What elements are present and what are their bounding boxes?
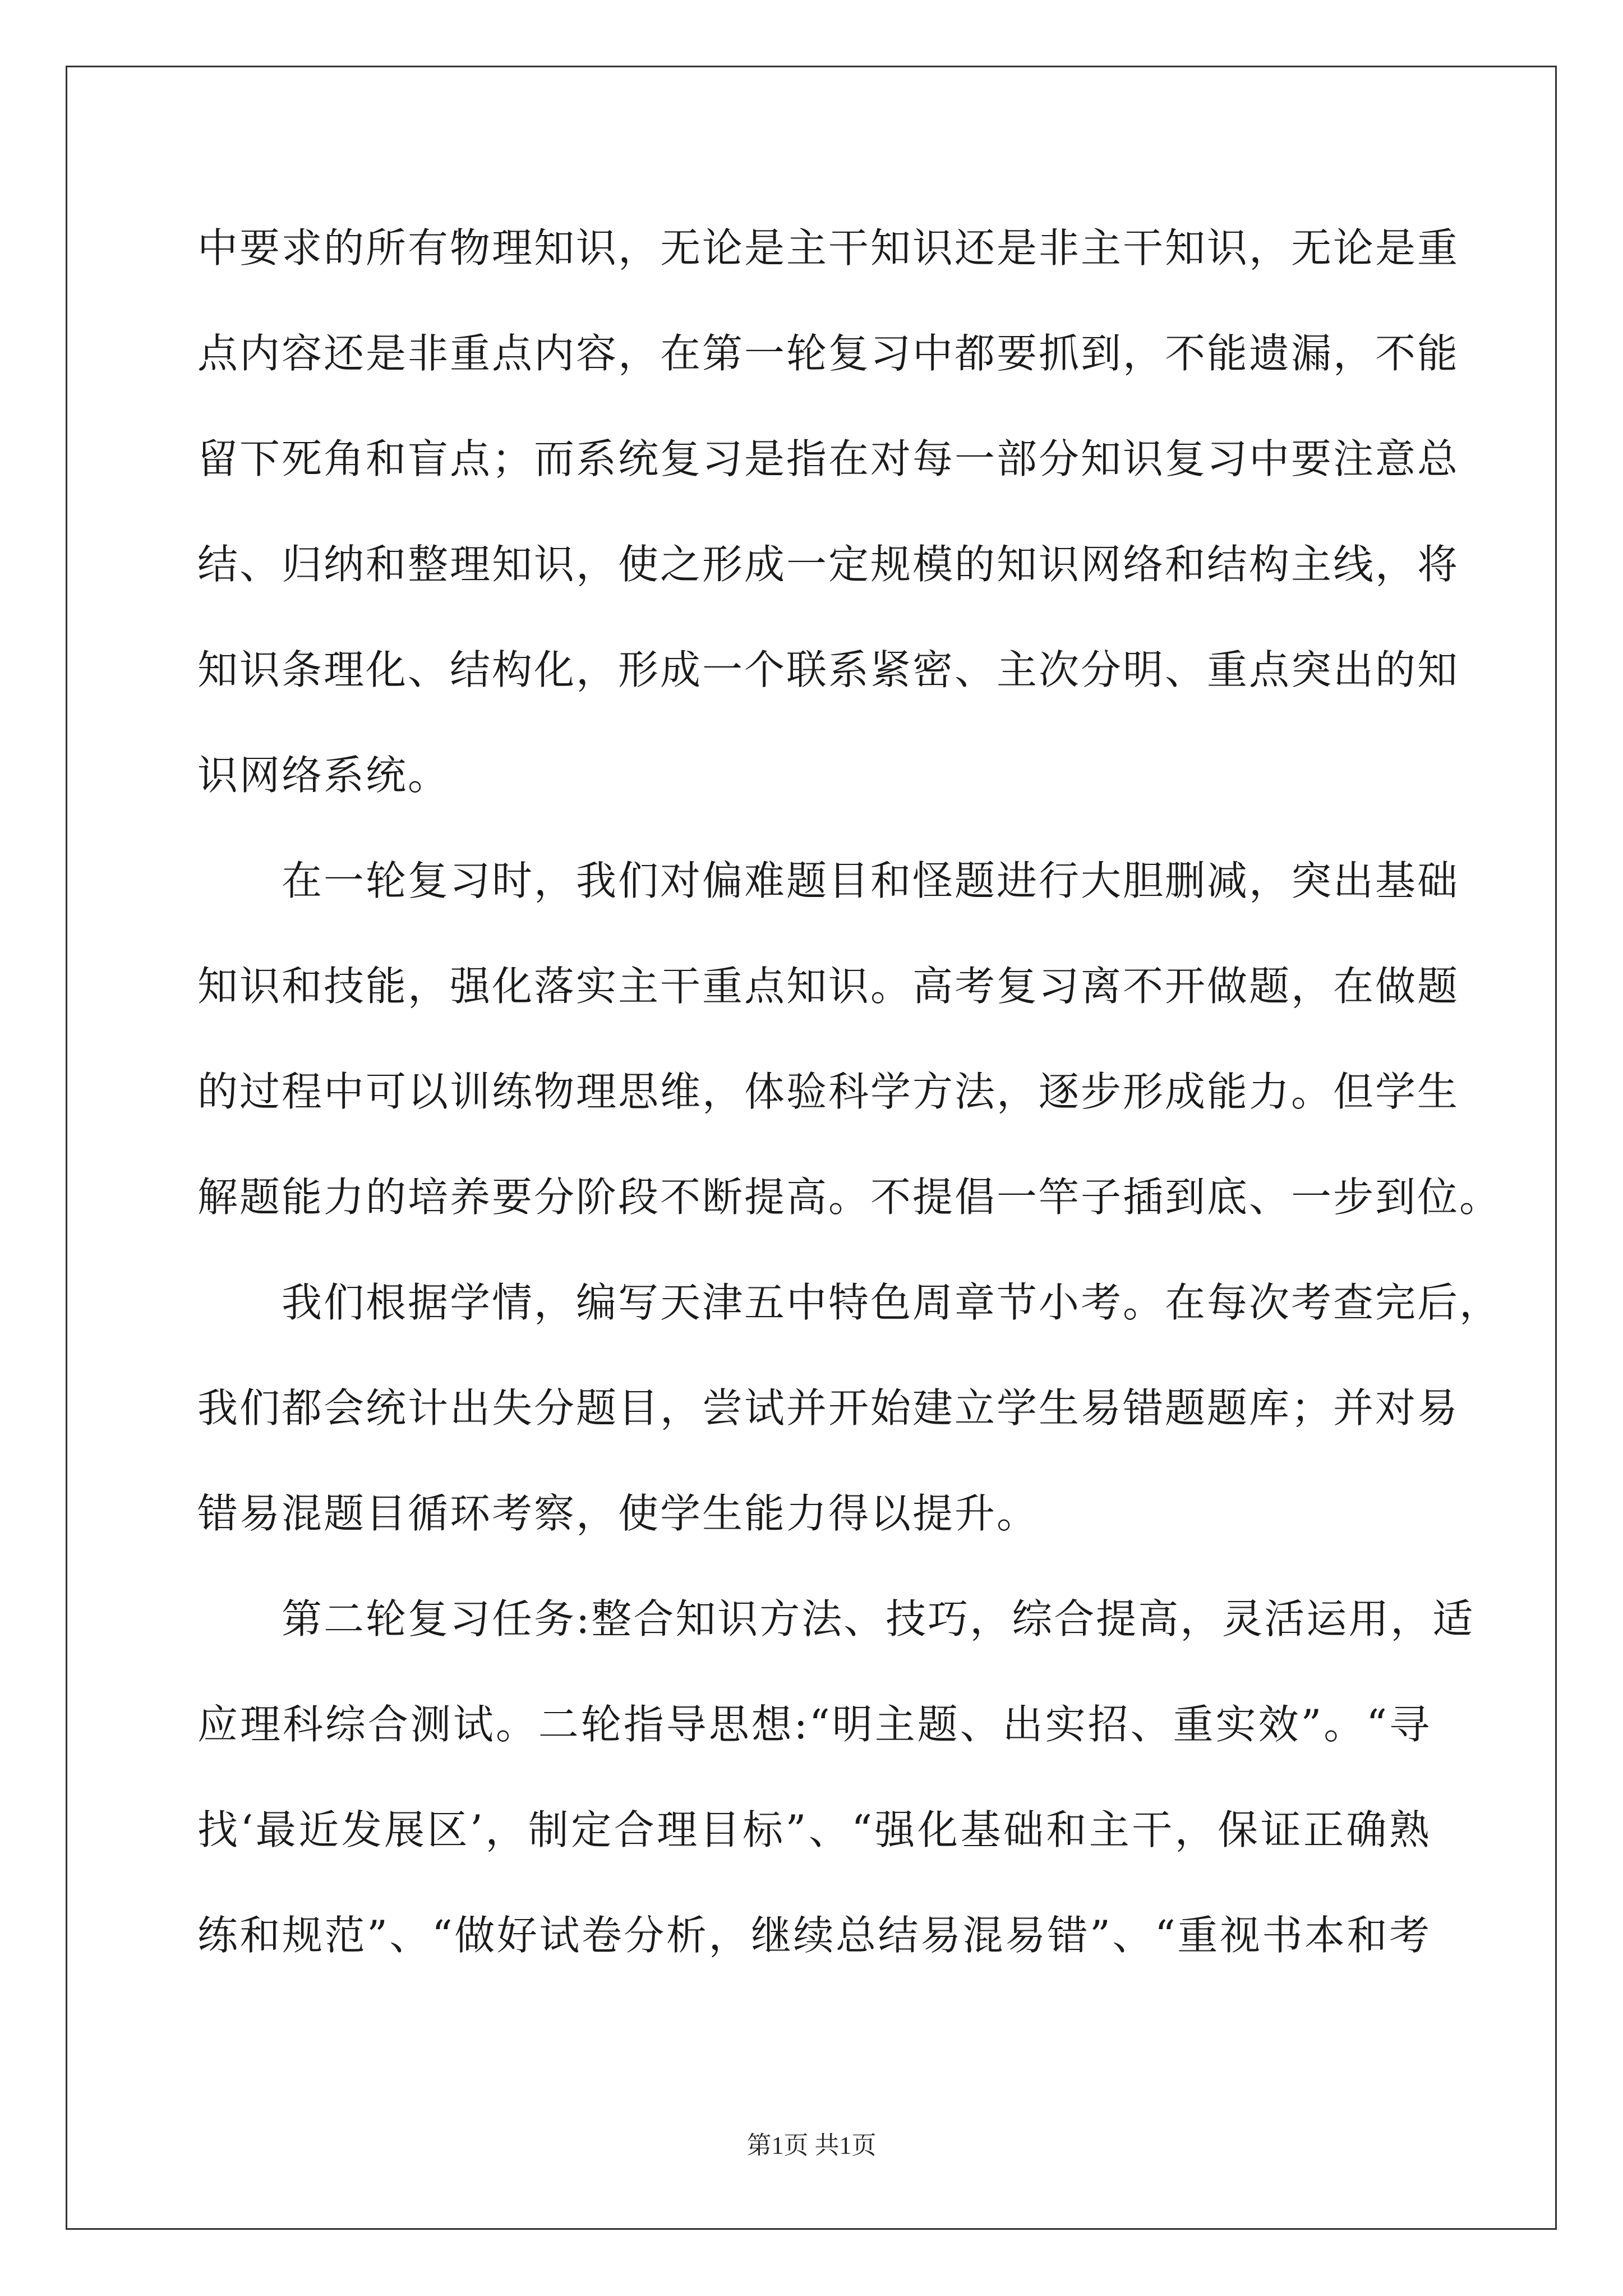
text-line: 点内容还是非重点内容，在第一轮复习中都要抓到，不能遗漏，不能: [197, 330, 1460, 377]
page-number: 第1页 共1页: [746, 2132, 877, 2159]
text-line: 练和规范”、“做好试卷分析，继续总结易混易错”、“重视书本和考: [197, 1912, 1431, 1959]
paragraph-3: [197, 1250, 1502, 1566]
text-line: 我们根据学情，编写天津五中特色周章节小考。在每次考查完后，: [282, 1279, 1502, 1326]
text-line: 我们都会统计出失分题目，尝试并开始建立学生易错题题库；并对易: [197, 1384, 1460, 1432]
text-line: 的过程中可以训练物理思维，体验科学方法，逐步形成能力。但学生: [197, 1068, 1460, 1115]
text-line: 结、归纳和整理知识，使之形成一定规模的知识网络和结构主线，将: [197, 541, 1460, 588]
paragraph-2: [197, 828, 1502, 1250]
text-line: 留下死角和盲点；而系统复习是指在对每一部分知识复习中要注意总: [197, 435, 1460, 482]
document-body: [197, 195, 1502, 1988]
text-line: 解题能力的培养要分阶段不断提高。不提倡一竿子插到底、一步到位。: [197, 1174, 1502, 1221]
paragraph-4: [197, 1566, 1475, 1988]
text-line: 在一轮复习时，我们对偏难题目和怪题进行大胆删减，突出基础: [282, 857, 1460, 904]
text-line: 知识和技能，强化落实主干重点知识。高考复习离不开做题，在做题: [197, 963, 1460, 1010]
text-line: 找‘最近发展区’，制定合理目标”、“强化基础和主干，保证正确熟: [197, 1806, 1431, 1853]
text-line: 错易混题目循环考察，使学生能力得以提升。: [197, 1490, 1039, 1537]
text-line: 知识条理化、结构化，形成一个联系紧密、主次分明、重点突出的知: [197, 646, 1460, 693]
text-line: 第二轮复习任务:整合知识方法、技巧，综合提高，灵活运用，适: [282, 1595, 1475, 1642]
paragraph-1: [197, 195, 1460, 828]
text-line: 识网络系统。: [197, 752, 450, 799]
text-line: 应理科综合测试。二轮指导思想:“明主题、出实招、重实效”。“寻: [197, 1701, 1431, 1748]
text-line: 中要求的所有物理知识，无论是主干知识还是非主干知识，无论是重: [197, 224, 1460, 272]
